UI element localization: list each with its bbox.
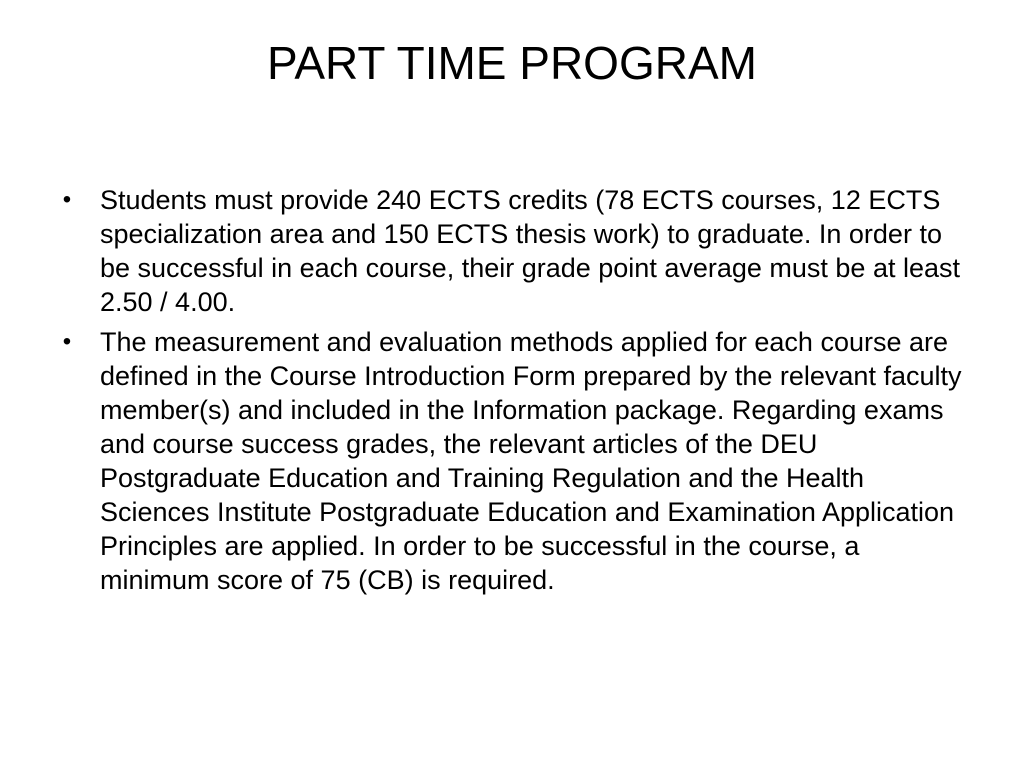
bullet-item-credits [55, 183, 970, 319]
bullet-text-evaluation: The measurement and evaluation methods applied for each course are defined in the Course Introduction Form prepared by the relevant faculty member(s) and included in the Information package. Regarding exams and course success grades, the relevant articles of the DEU Postgraduate Education and Training Regulation and the Health Sciences Institute Postgraduate Education and Examination Application Principles are applied. In order to be successful in the course, a minimum score of 75 (CB) is required. [100, 327, 962, 595]
bullet-list [55, 183, 970, 603]
bullet-text-credits: Students must provide 240 ECTS credits (78 ECTS courses, 12 ECTS specialization area and 150 ECTS thesis work) to graduate. In order to be successful in each course, their grade point average must be at least 2.50 / 4.00. [100, 185, 960, 317]
bullet-item-evaluation [55, 325, 970, 597]
bullet-icon: • [62, 186, 72, 213]
bullet-icon: • [62, 328, 72, 355]
slide-title: PART TIME PROGRAM [267, 37, 757, 89]
